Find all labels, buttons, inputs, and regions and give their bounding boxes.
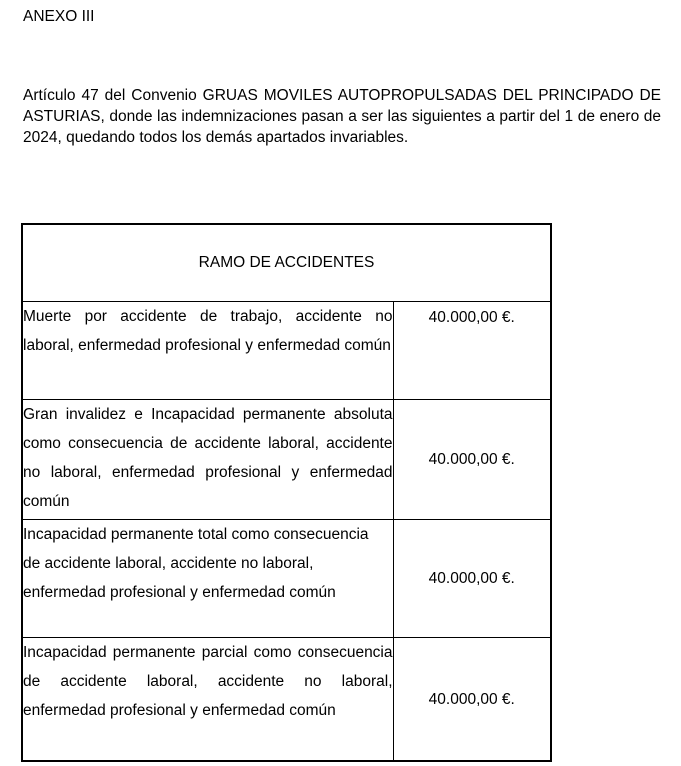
amount-cell: 40.000,00 €. <box>393 520 551 638</box>
table-row <box>22 302 551 400</box>
amount-cell: 40.000,00 €. <box>393 400 551 520</box>
concept-cell: Muerte por accidente de trabajo, accidente no laboral, enfermedad profesional y enfermedad común <box>22 302 393 400</box>
intro-paragraph: Artículo 47 del Convenio GRUAS MOVILES AUTOPROPULSADAS DEL PRINCIPADO DE ASTURIAS, donde las indemnizaciones pasan a ser las siguientes a partir del 1 de enero de 2024, quedando todos los demás apartados invariables. <box>23 87 661 146</box>
concept-cell: Incapacidad permanente total como consecuencia de accidente laboral, accidente no laboral, enfermedad profesional y enfermedad común <box>22 520 393 638</box>
concept-cell: Gran invalidez e Incapacidad permanente absoluta como consecuencia de accidente laboral, accidente no laboral, enfermedad profesional y enfermedad común <box>22 400 393 520</box>
amount-cell: 40.000,00 €. <box>393 302 551 400</box>
table-header-row <box>22 224 551 302</box>
table-row <box>22 400 551 520</box>
table-row <box>22 520 551 638</box>
annex-title: ANEXO III <box>23 8 95 25</box>
table-row <box>22 638 551 762</box>
table-header: RAMO DE ACCIDENTES <box>22 224 551 302</box>
amount-cell: 40.000,00 €. <box>393 638 551 762</box>
indemnities-table <box>21 223 552 762</box>
concept-cell: Incapacidad permanente parcial como consecuencia de accidente laboral, accidente no laboral, enfermedad profesional y enfermedad común <box>22 638 393 762</box>
